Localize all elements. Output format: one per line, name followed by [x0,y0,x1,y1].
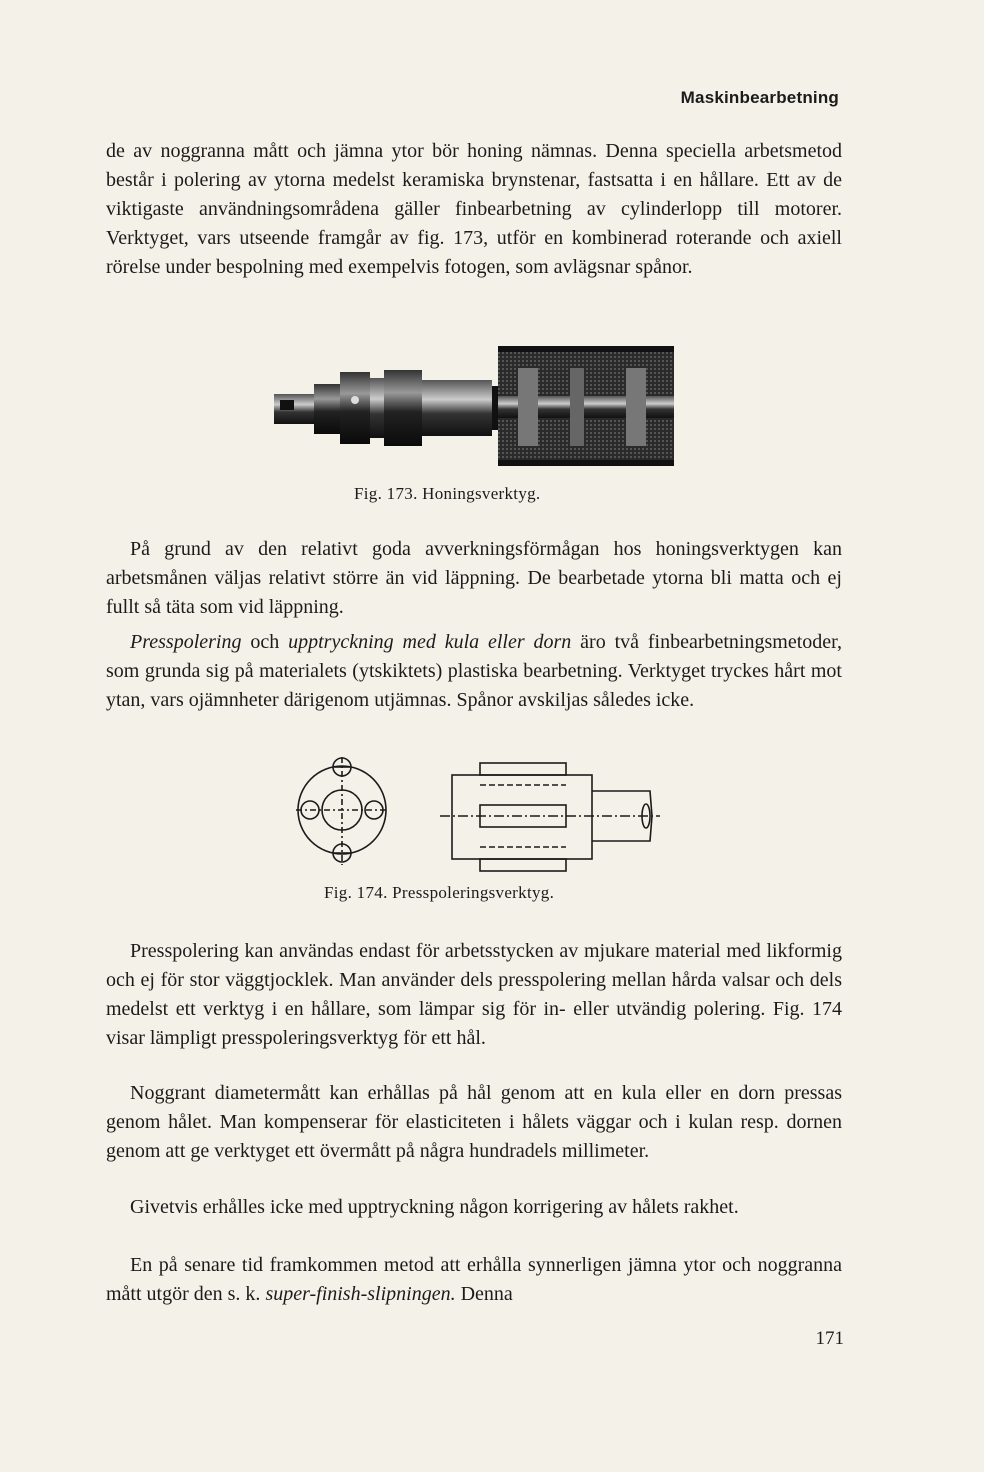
paragraph-presspolering-usage [106,937,842,1053]
italic-term-super-finish: super-finish-slipningen. [265,1283,456,1305]
running-head: Maskinbearbetning [680,88,839,107]
paragraph-straightness [106,1193,842,1222]
paragraph-honing-intro [106,137,842,282]
paragraph-honing-result [106,535,842,622]
honing-tool-photo [270,340,690,472]
paragraph-text: Givetvis erhålles icke med upptryckning någon korrigering av hålets rakhet. [130,1196,739,1218]
paragraph-text: äro två finbearbetningsmetoder, som grunda sig på materialets (ytskiktets) plastiska bearbetning. Verktyget tryckes hårt mot ytan, vars ojämnheter därigenom utjämnas. Spånor avskiljas således icke. [106,631,842,711]
paragraph-text: En på senare tid framkommen metod att erhålla synnerligen jämna ytor och noggranna mått utgör den s. k. [106,1254,842,1305]
figure-173-caption: Fig. 173. Honingsverktyg. [354,484,541,503]
presspolering-tool-drawing [290,755,670,875]
paragraph-super-finish [106,1251,842,1309]
paragraph-text: Denna [455,1283,513,1305]
paragraph-text: och [241,631,289,653]
paragraph-presspolering-intro [106,628,842,715]
figure-174-caption: Fig. 174. Presspoleringsverktyg. [324,883,555,902]
paragraph-text: På grund av den relativt goda avverkningsförmågan hos honingsverktygen kan arbetsmånen väljas relativt större än vid läppning. De bearbetade ytorna bli matta och ej fullt så täta som vid läppning. [106,538,842,618]
paragraph-text: de av noggranna mått och jämna ytor bör honing nämnas. Denna speciella arbetsmetod består i polering av ytorna medelst keramiska brynstenar, fastsatta i en hållare. Ett av de viktigaste användningsområdena gäller finbearbetning av cylinderlopp till motorer. Verktyget, vars utseende framgår av fig. 173, utför en kombinerad roterande och axiell rörelse under bespolning med exempelvis fotogen, som avlägsnar spånor. [106,140,842,278]
page-number: 171 [815,1328,844,1349]
paragraph-text: Noggrant diametermått kan erhållas på hål genom att en kula eller en dorn pressas genom hålet. Man kompenserar för elasticiteten i hålets väggar och i kulan resp. dornen genom att ge verktyget ett övermått på några hundradels millimeter. [106,1082,842,1162]
italic-term-presspolering: Presspolering [130,631,242,653]
paragraph-diameter-precision [106,1079,842,1166]
italic-term-upptryckning: upptryckning med kula eller dorn [288,631,572,653]
paragraph-text: Presspolering kan användas endast för arbetsstycken av mjukare material med likformig och ej för stor väggtjocklek. Man använder dels presspolering mellan hårda valsar och dels medelst ett verktyg i en hållare, som lämpar sig för in- eller utvändig polering. Fig. 174 visar lämpligt presspoleringsverktyg för ett hål. [106,940,842,1049]
